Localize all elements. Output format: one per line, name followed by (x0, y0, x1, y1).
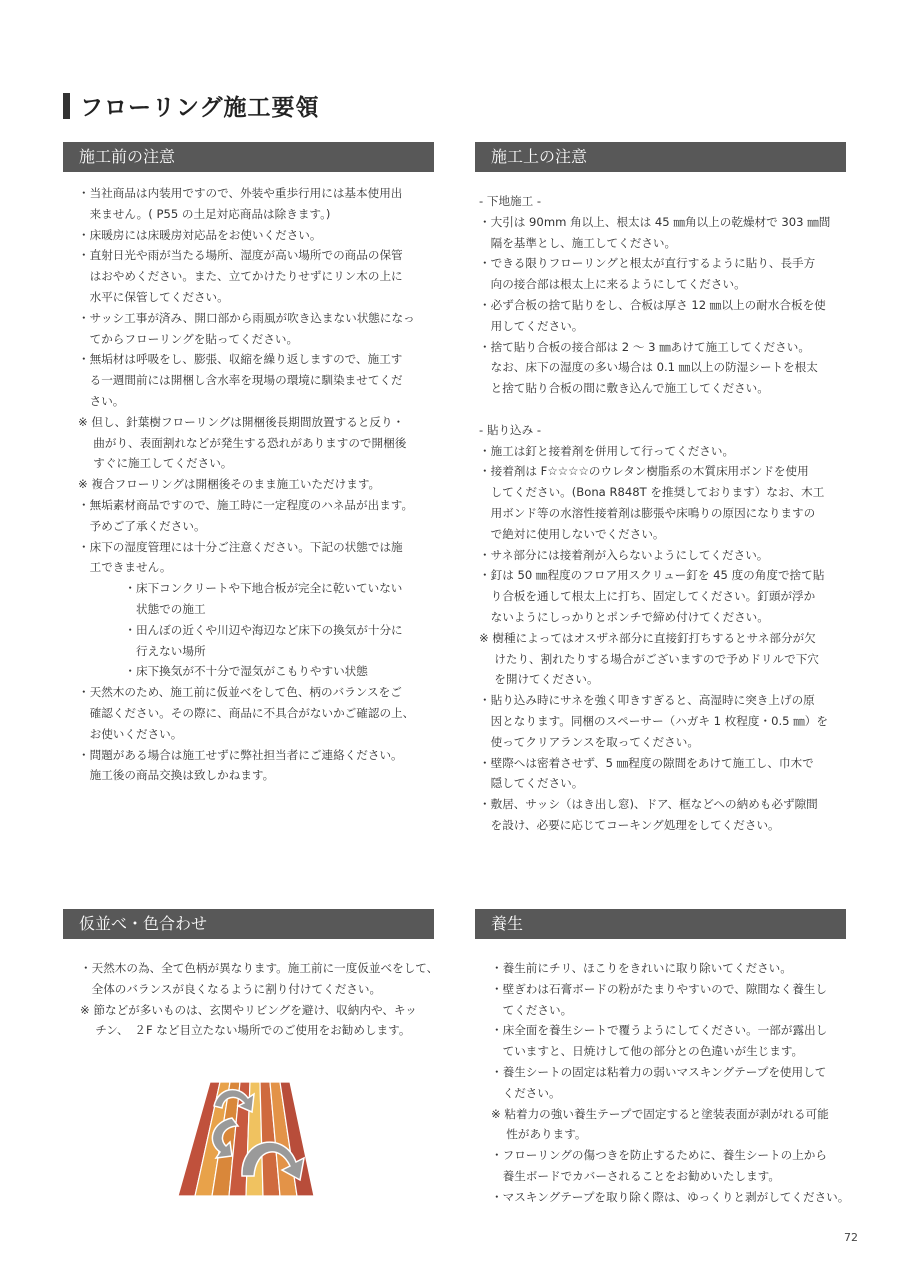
section-header-during-construction: 施工上の注意 (475, 142, 846, 172)
text-line: ・サネ部分には接着剤が入らないようにしてください。 (479, 547, 769, 562)
text-line: ないようにしっかりとポンチで締め付けてください。 (479, 609, 769, 624)
page-number: 72 (844, 1231, 858, 1244)
flooring-arrangement-illustration (172, 1078, 327, 1203)
text-line: 工できません。 (78, 560, 172, 575)
text-line: ・直射日光や雨が当たる場所、湿度が高い場所での商品の保管 (78, 248, 403, 263)
section-header-trial-arrangement: 仮並べ・色合わせ (63, 909, 434, 939)
text-line: ※ 複合フローリングは開梱後そのまま施工いただけます。 (78, 477, 381, 492)
text-line: を開けてください。 (479, 672, 599, 687)
text-line: てください。 (491, 1002, 573, 1017)
text-line: ※ 粘着力の強い養生テープで固定すると塗装表面が剥がれる可能 (491, 1106, 829, 1121)
text-line: ・マスキングテープを取り除く際は、ゆっくりと剥がしてください。 (491, 1189, 850, 1204)
text-line (479, 399, 847, 420)
page-title: フローリング施工要領 (80, 95, 320, 121)
text-line: ・養生シートの固定は粘着力の弱いマスキングテープを使用して (491, 1064, 827, 1079)
text-line: で絶対に使用しないでください。 (479, 526, 665, 541)
text-line: ・貼り込み時にサネを強く叩きすぎると、高湿時に突き上げの原 (479, 693, 815, 708)
text-line: はおやめください。また、立てかけたりせずにリン木の上に (78, 269, 403, 284)
text-line: してください。(Bona R848T を推奨しております）なお、木工 (479, 485, 825, 500)
text-line: ・必ず合板の捨て貼りをし、合板は厚さ 12 ㎜以上の耐水合板を使 (479, 297, 826, 312)
text-line: 用ボンド等の水溶性接着剤は膨張や床鳴りの原因になりますの (479, 505, 816, 520)
text-line: ・釘は 50 ㎜程度のフロア用スクリュー釘を 45 度の角度で捨て貼 (479, 568, 825, 583)
text-line: 確認ください。その際に、商品に不具合がないかご確認の上、 (78, 705, 415, 720)
text-line: 水平に保管してください。 (78, 289, 229, 304)
text-line: さい。 (78, 393, 125, 408)
text-line: ・サッシ工事が済み、開口部から雨風が吹き込まない状態になっ (78, 310, 415, 325)
text-line: 全体のバランスが良くなるように割り付けてください。 (80, 981, 382, 996)
section-header-curing: 養生 (475, 909, 846, 939)
text-line: を設け、必要に応じてコーキング処理をしてください。 (479, 817, 780, 832)
text-line: ・フローリングの傷つきを防止するために、養生シートの上から (491, 1148, 827, 1163)
text-line: ・無垢材は呼吸をし、膨張、収縮を繰り返しますので、施工す (78, 352, 403, 367)
text-line: 養生ボードでカバーされることをお勧めいたします。 (491, 1168, 780, 1183)
text-line: と捨て貼り合板の間に敷き込んで施工してください。 (479, 381, 769, 396)
text-line: ※ 樹種によってはオスザネ部分に直接釘打ちするとサネ部分が欠 (479, 630, 816, 645)
section-body-trial-arrangement (80, 958, 440, 1041)
text-line: ・床全面を養生シートで覆うようにしてください。一部が露出し (491, 1023, 828, 1038)
text-line: る一週間前には開梱し含水率を現場の環境に馴染ませてくだ (78, 373, 403, 388)
text-line: けたり、割れたりする場合がございますので予めドリルで下穴 (479, 651, 819, 666)
text-line: 向の接合部は根太上に来るようにしてください。 (479, 277, 746, 292)
text-line: チン、 ２F など目立たない場所でのご使用をお勧めします。 (80, 1023, 411, 1038)
text-line: ・田んぼの近くや川辺や海辺など床下の換気が十分に (78, 622, 403, 637)
text-line: 隔を基準とし、施工してください。 (479, 235, 677, 250)
section-body-during-construction (479, 191, 847, 836)
text-line: ・床下の湿度管理には十分ご注意ください。下記の状態では施 (78, 539, 403, 554)
text-line: ・床暖房には床暖房対応品をお使いください。 (78, 227, 322, 242)
text-line: 使ってクリアランスを取ってください。 (479, 734, 699, 749)
text-line: 来ません。( P55 の土足対応商品は除きます。) (78, 206, 331, 221)
text-line: ・床下コンクリートや下地合板が完全に乾いていない (78, 581, 403, 596)
title-accent-bar (63, 93, 70, 119)
text-line: 行えない場所 (78, 643, 206, 658)
text-line: ・接着剤は F☆☆☆☆のウレタン樹脂系の木質床用ボンドを使用 (479, 464, 809, 479)
text-line: ・天然木のため、施工前に仮並べをして色、柄のバランスをご (78, 685, 402, 700)
text-line: ・敷居、サッシ（はき出し窓)、ドア、框などへの納めも必ず隙間 (479, 797, 818, 812)
text-line: ※ 但し、針葉樹フローリングは開梱後長期間放置すると反り・ (78, 414, 405, 429)
text-line: ・問題がある場合は施工せずに弊社担当者にご連絡ください。 (78, 747, 403, 762)
section-body-before-construction (78, 183, 434, 786)
text-line: ください。 (491, 1085, 561, 1100)
text-line: - 貼り込み - (479, 422, 542, 437)
text-line: ・無垢素材商品ですので、施工時に一定程度のハネ品が出ます。 (78, 497, 414, 512)
text-line: ・天然木の為、全て色柄が異なります。施工前に一度仮並べをして、 (80, 961, 439, 975)
text-line: り合板を通して根太上に打ち、固定してください。釘頭が浮か (479, 589, 816, 604)
text-line: 予めご了承ください。 (78, 518, 206, 533)
text-line: ・壁際へは密着させず、5 ㎜程度の隙間をあけて施工し、巾木で (479, 755, 814, 770)
text-line: ていますと、日焼けして他の部分との色違いが生じます。 (491, 1044, 804, 1059)
text-line: 施工後の商品交換は致しかねます。 (78, 768, 275, 783)
text-line: ・捨て貼り合板の接合部は 2 ～ 3 ㎜あけて施工してください。 (479, 339, 810, 354)
text-line: 性があります。 (491, 1127, 587, 1142)
text-line: ・当社商品は内装用ですので、外装や重歩行用には基本使用出 (78, 186, 403, 200)
text-line: ・施工は釘と接着剤を併用して行ってください。 (479, 443, 735, 458)
text-line: お使いください。 (78, 726, 183, 741)
text-line: ・壁ぎわは石膏ボードの粉がたまりやすいので、隙間なく養生し (491, 981, 827, 996)
text-line: - 下地施工 - (479, 194, 542, 208)
text-line: ・養生前にチリ、ほこりをきれいに取り除いてください。 (491, 961, 792, 975)
text-line: ・大引は 90mm 角以上、根太は 45 ㎜角以上の乾燥材で 303 ㎜間 (479, 214, 831, 229)
text-line: 用してください。 (479, 318, 584, 333)
text-line: 隠してください。 (479, 776, 584, 791)
text-line: なお、床下の湿度の多い場合は 0.1 ㎜以上の防湿シートを根太 (479, 360, 818, 375)
section-body-curing (491, 958, 850, 1208)
text-line: てからフローリングを貼ってください。 (78, 331, 299, 346)
text-line: ・床下換気が不十分で湿気がこもりやすい状態 (78, 664, 368, 679)
section-header-before-construction: 施工前の注意 (63, 142, 434, 172)
text-line: ・できる限りフローリングと根太が直行するように貼り、長手方 (479, 256, 816, 271)
text-line: 状態での施工 (78, 601, 206, 616)
text-line: すぐに施工してください。 (78, 456, 233, 471)
text-line: 曲がり、表面割れなどが発生する恐れがありますので開梱後 (78, 435, 407, 450)
text-line: 因となります。同梱のスペーサー（ハガキ 1 枚程度・0.5 ㎜）を (479, 713, 828, 728)
text-line: ※ 節などが多いものは、玄関やリビングを避け、収納内や、キッ (80, 1002, 417, 1017)
